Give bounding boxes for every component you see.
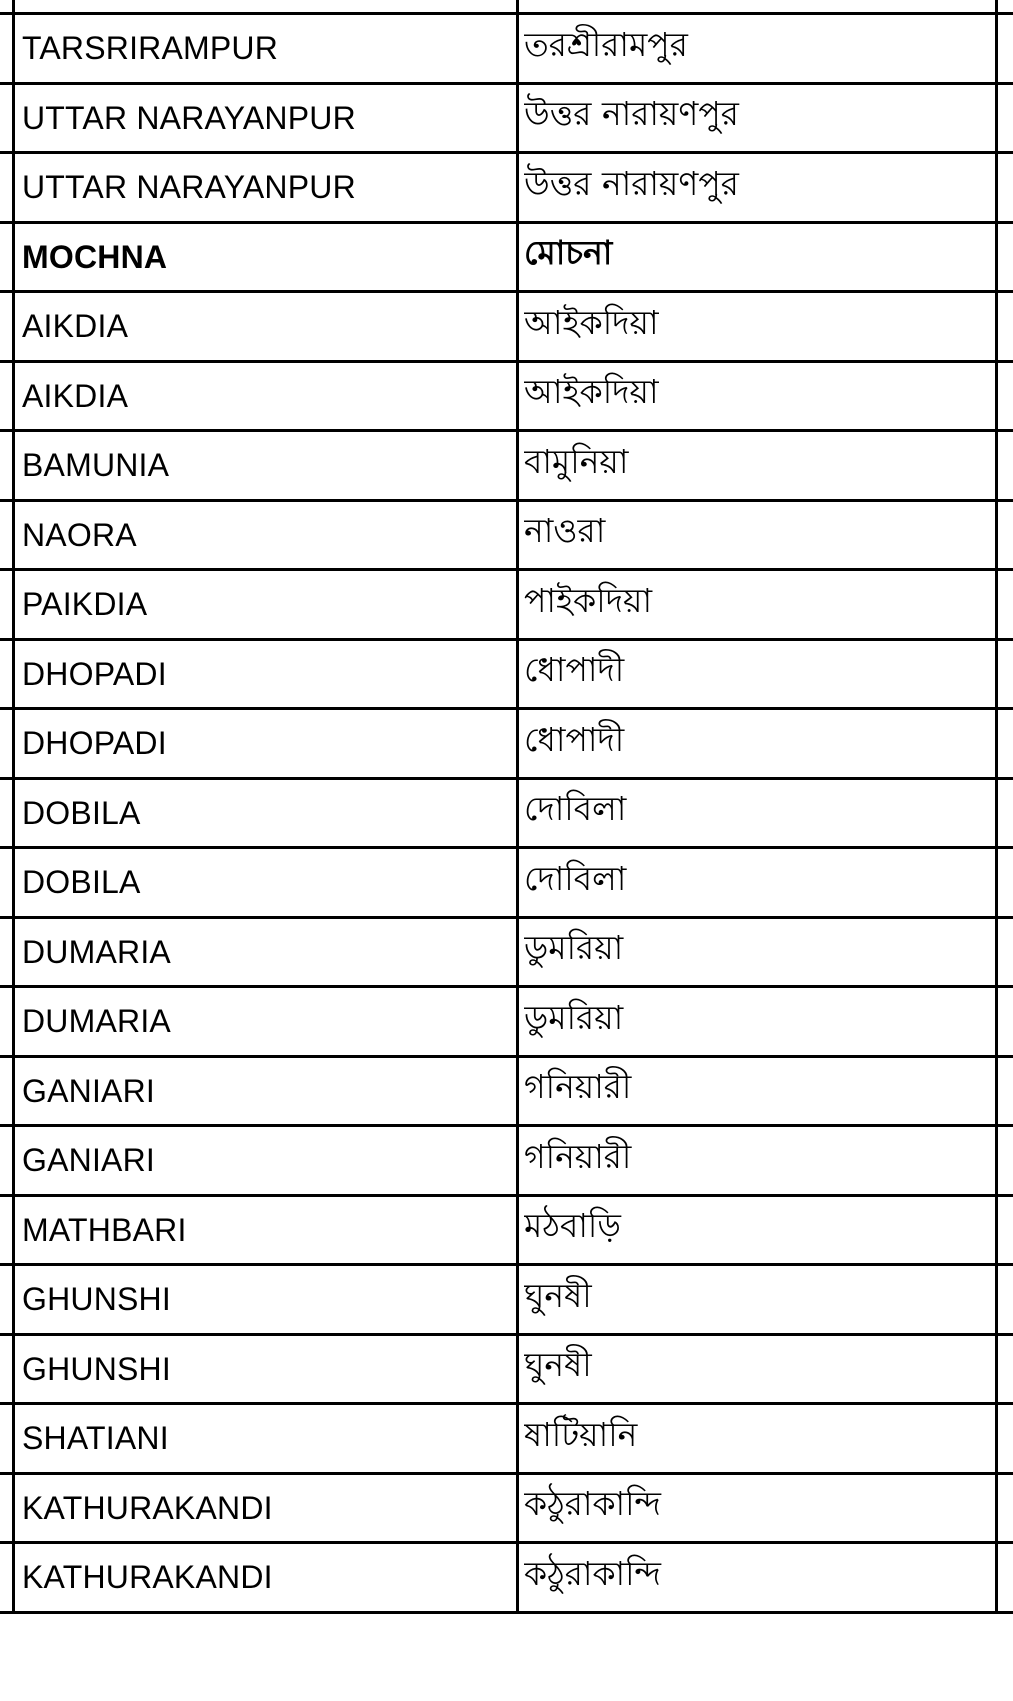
bengali-name-cell: উত্তর নারায়ণপুর — [524, 94, 739, 133]
english-name-cell: GANIARI — [22, 1142, 155, 1178]
column-divider — [12, 0, 15, 1614]
bengali-name-cell: আইকদিয়া — [524, 302, 659, 342]
english-name-cell: GHUNSHI — [22, 1350, 171, 1387]
bengali-name-cell: ঘুনষী — [524, 1275, 592, 1315]
bengali-name-cell: পাইকদিয়া — [524, 580, 653, 620]
bengali-name-cell: ডুমরিয়া — [524, 997, 624, 1037]
english-name-cell: TARSRIRAMPUR — [22, 30, 279, 66]
english-name-cell: DOBILA — [22, 864, 141, 900]
bengali-name-cell: নাওরা — [524, 511, 606, 550]
english-name-cell: BAMUNIA — [22, 447, 170, 483]
bengali-name-cell: কঠুরাকান্দি — [524, 1553, 662, 1593]
bengali-name-cell: মোচনা — [524, 233, 613, 272]
english-name-cell: PAIKDIA — [22, 586, 148, 622]
english-name-cell: DHOPADI — [22, 655, 167, 692]
bengali-name-cell: ঘুনষী — [524, 1345, 592, 1384]
column-divider — [995, 0, 998, 1614]
english-name-cell: MOCHNA — [22, 238, 168, 275]
english-name-cell: AIKDIA — [22, 377, 129, 414]
english-name-cell: NAORA — [22, 516, 137, 553]
bengali-name-cell: তরশ্রীরামপুর — [524, 24, 688, 64]
english-name-cell: DUMARIA — [22, 933, 171, 970]
english-name-cell: UTTAR NARAYANPUR — [22, 99, 356, 136]
bengali-name-cell: উত্তর নারায়ণপুর — [524, 163, 739, 203]
bengali-name-cell: গনিয়ারী — [524, 1067, 632, 1106]
english-name-cell: DHOPADI — [22, 725, 167, 761]
bengali-name-cell: ধোপাদী — [524, 650, 625, 689]
english-name-cell: DOBILA — [22, 794, 141, 831]
bengali-name-cell: বামুনিয়া — [524, 441, 629, 481]
bengali-name-cell: ধোপাদী — [524, 719, 625, 759]
english-name-cell: KATHURAKANDI — [22, 1489, 273, 1526]
english-name-cell: KATHURAKANDI — [22, 1559, 273, 1595]
bengali-name-cell: গনিয়ারী — [524, 1136, 632, 1176]
bengali-name-cell: ষাটিয়ানি — [524, 1414, 638, 1454]
english-name-cell: MATHBARI — [22, 1211, 187, 1248]
english-name-cell: DUMARIA — [22, 1003, 171, 1039]
bengali-name-cell: কঠুরাকান্দি — [524, 1484, 662, 1523]
bengali-name-cell: দোবিলা — [524, 789, 627, 828]
english-name-cell: SHATIANI — [22, 1420, 169, 1456]
bengali-name-cell: মঠবাড়ি — [524, 1206, 621, 1245]
english-name-cell: GHUNSHI — [22, 1281, 171, 1317]
english-name-cell: AIKDIA — [22, 308, 129, 344]
column-divider — [516, 0, 519, 1614]
bengali-name-cell: দোবিলা — [524, 858, 627, 898]
english-name-cell: GANIARI — [22, 1072, 155, 1109]
english-name-cell: UTTAR NARAYANPUR — [22, 169, 356, 205]
bengali-name-cell: ডুমরিয়া — [524, 928, 624, 967]
bengali-name-cell: আইকদিয়া — [524, 372, 659, 411]
